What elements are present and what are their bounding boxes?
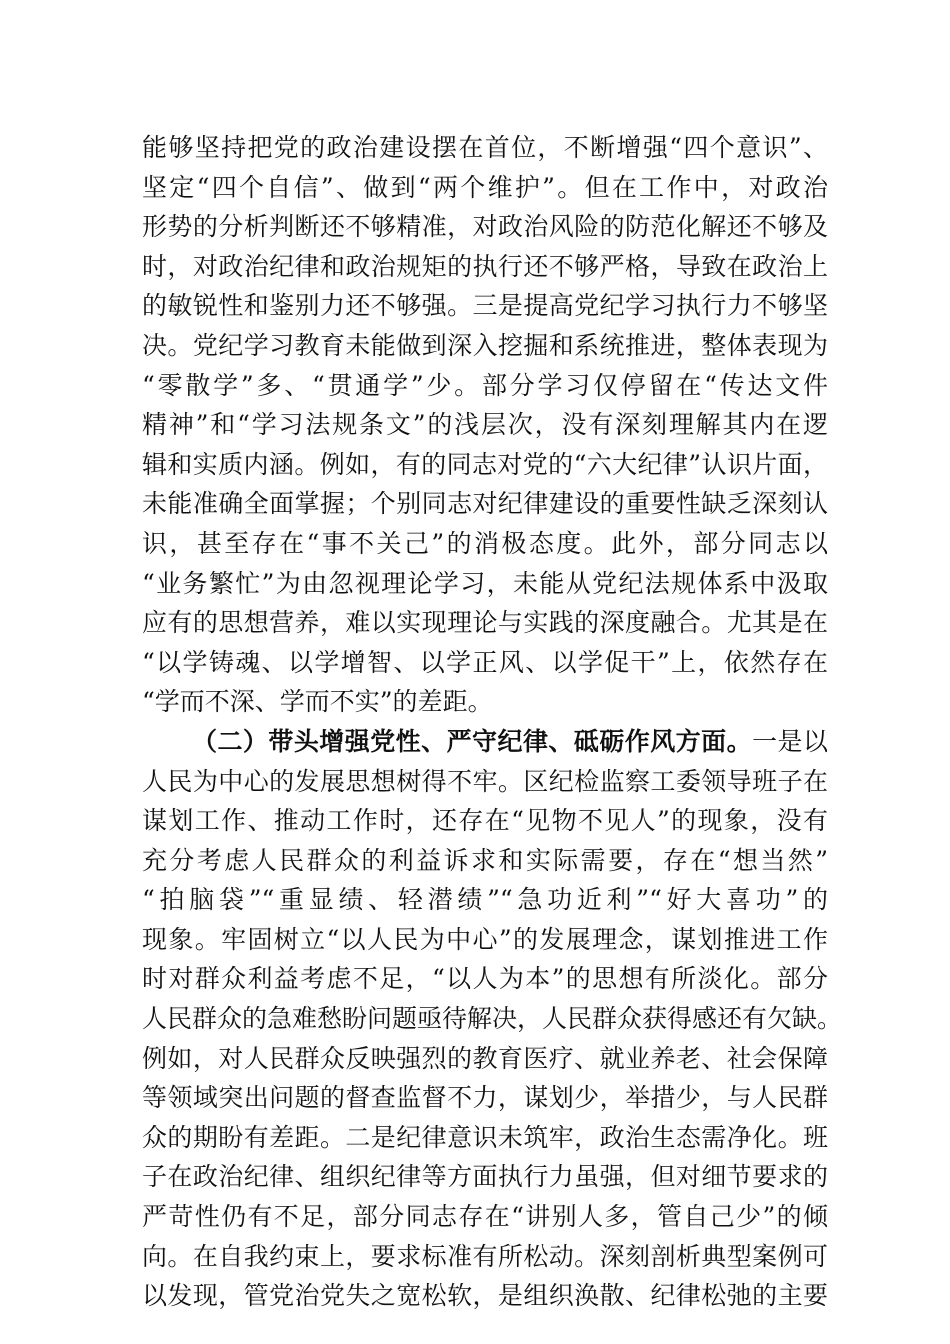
text-line: 形势的分析判断还不够精准，对政治风险的防范化解还不够及 bbox=[142, 212, 828, 242]
text-line: 识，甚至存在“事不关己”的消极态度。此外，部分同志以 bbox=[142, 528, 828, 558]
body-text bbox=[142, 128, 843, 1316]
text-line: 例如，对人民群众反映强烈的教育医疗、就业养老、社会保障 bbox=[142, 1043, 828, 1073]
text-line: 时，对政治纪律和政治规矩的执行还不够严格，导致在政治上 bbox=[142, 251, 828, 281]
text-line: 的敏锐性和鉴别力还不够强。三是提高党纪学习执行力不够坚 bbox=[142, 291, 828, 321]
text-line: “以学铸魂、以学增智、以学正风、以学促干”上，依然存在 bbox=[142, 647, 828, 677]
text-line: 谋划工作、推动工作时，还存在“见物不见人”的现象，没有 bbox=[142, 806, 828, 836]
text-line: 子在政治纪律、组织纪律等方面执行力虽强，但对细节要求的 bbox=[142, 1162, 828, 1192]
section-heading-line bbox=[142, 722, 828, 762]
text-line: 现象。牢固树立“以人民为中心”的发展理念，谋划推进工作 bbox=[142, 924, 828, 954]
text-line: 众的期盼有差距。二是纪律意识未筑牢，政治生态需净化。班 bbox=[142, 1122, 828, 1152]
text-line: “学而不深、学而不实”的差距。 bbox=[142, 687, 493, 717]
text-line: 时对群众利益考虑不足，“以人为本”的思想有所淡化。部分 bbox=[142, 964, 828, 994]
text-line: 严苛性仍有不足，部分同志存在“讲别人多，管自己少”的倾 bbox=[142, 1202, 828, 1232]
text-line: 能够坚持把党的政治建设摆在首位，不断增强“四个意识”、 bbox=[142, 133, 828, 162]
text-line: 向。在自我约束上，要求标准有所松动。深刻剖析典型案例可 bbox=[142, 1241, 828, 1271]
text-line: 辑和实质内涵。例如，有的同志对党的“六大纪律”认识片面， bbox=[142, 449, 828, 479]
text-line: “拍脑袋”“重显绩、轻潜绩”“急功近利”“好大喜功”的 bbox=[142, 885, 828, 915]
heading-line-rest: 一是以 bbox=[752, 726, 828, 756]
paragraph-1 bbox=[142, 128, 828, 722]
paragraph-2 bbox=[142, 722, 843, 1316]
text-line: 精神”和“学习法规条文”的浅层次，没有深刻理解其内在逻 bbox=[142, 410, 828, 440]
text-line: 等领域突出问题的督查监督不力，谋划少，举措少，与人民群 bbox=[142, 1083, 828, 1113]
section-heading: （二）带头增强党性、严守纪律、砥砺作风方面。 bbox=[192, 726, 753, 756]
text-line: 人民群众的急难愁盼问题亟待解决，人民群众获得感还有欠缺。 bbox=[142, 1004, 843, 1034]
text-line: 应有的思想营养，难以实现理论与实践的深度融合。尤其是在 bbox=[142, 608, 828, 638]
text-line: 坚定“四个自信”、做到“两个维护”。但在工作中，对政治 bbox=[142, 172, 828, 202]
text-line: “零散学”多、“贯通学”少。部分学习仅停留在“传达文件 bbox=[142, 370, 828, 400]
text-line: 以发现，管党治党失之宽松软，是组织涣散、纪律松弛的主要 bbox=[142, 1281, 828, 1311]
text-line: 决。党纪学习教育未能做到深入挖掘和系统推进，整体表现为 bbox=[142, 330, 828, 360]
text-line: 未能准确全面掌握；个别同志对纪律建设的重要性缺乏深刻认 bbox=[142, 489, 828, 519]
text-line: “业务繁忙”为由忽视理论学习，未能从党纪法规体系中汲取 bbox=[142, 568, 828, 598]
text-line: 人民为中心的发展思想树得不牢。区纪检监察工委领导班子在 bbox=[142, 766, 828, 796]
text-line: 充分考虑人民群众的利益诉求和实际需要，存在“想当然” bbox=[142, 845, 828, 875]
